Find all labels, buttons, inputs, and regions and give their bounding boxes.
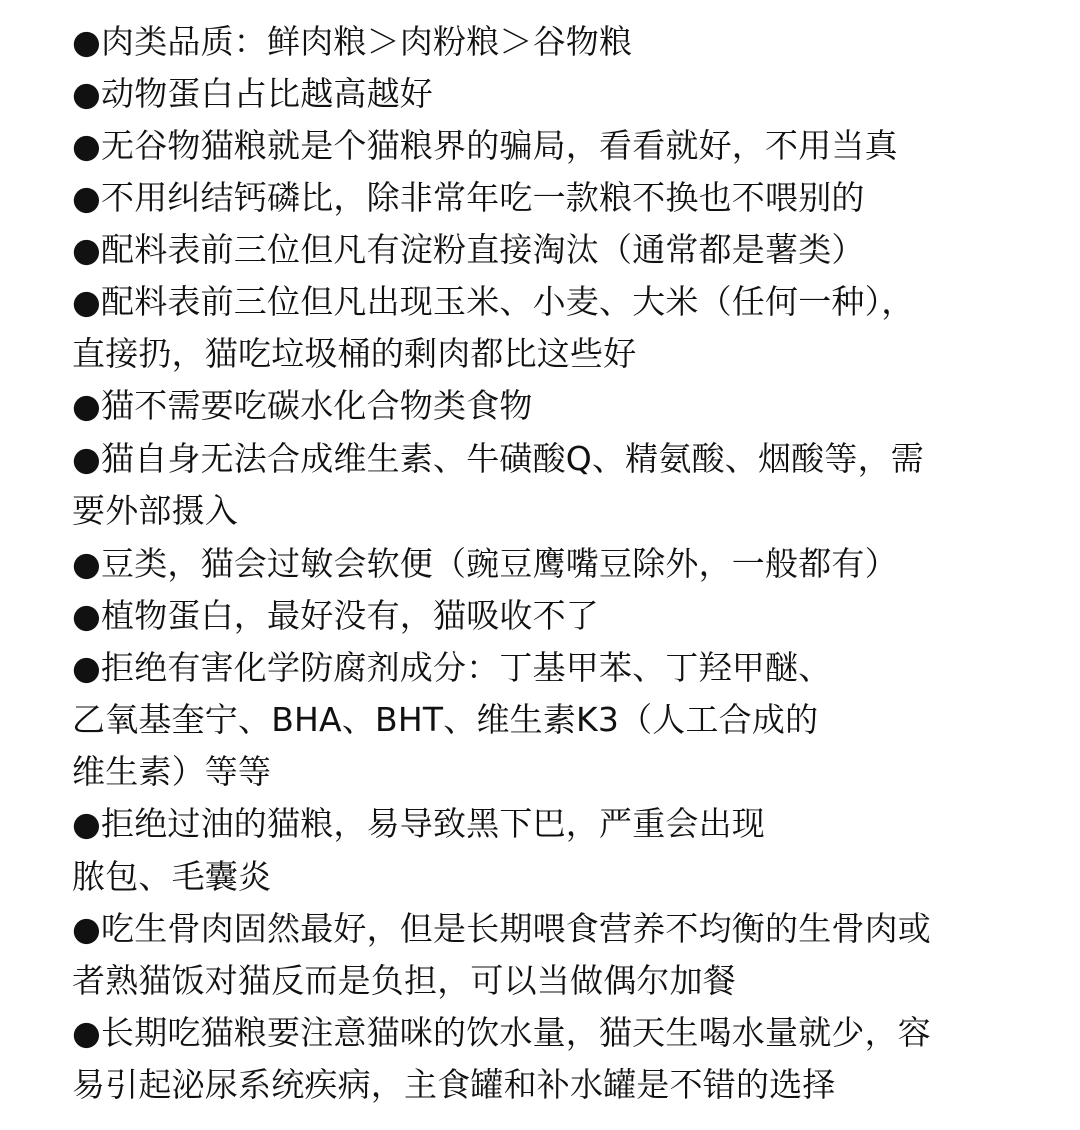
tip-line: ●植物蛋白，最好没有，猫吸收不了 — [72, 596, 599, 635]
tip-line-continued: 维生素）等等 — [72, 752, 272, 791]
tip-line: ●长期吃猫粮要注意猫咪的饮水量，猫天生喝水量就少，容 — [72, 1013, 931, 1052]
tip-line: ●不用纠结钙磷比，除非常年吃一款粮不换也不喂别的 — [72, 178, 865, 217]
tip-line: ●配料表前三位但凡有淀粉直接淘汰（通常都是薯类） — [72, 230, 865, 269]
tip-line: ●吃生骨肉固然最好，但是长期喂食营养不均衡的生骨肉或 — [72, 909, 931, 948]
tip-line: ●拒绝过油的猫粮，易导致黑下巴，严重会出现 — [72, 804, 765, 843]
tip-line-continued: 脓包、毛囊炎 — [72, 857, 272, 896]
tip-line-continued: 易引起泌尿系统疾病，主食罐和补水罐是不错的选择 — [72, 1065, 836, 1104]
tip-line-continued: 直接扔，猫吃垃圾桶的剩肉都比这些好 — [72, 334, 637, 373]
tip-line: ●豆类，猫会过敏会软便（豌豆鹰嘴豆除外，一般都有） — [72, 544, 898, 583]
tip-line-continued: 乙氧基奎宁、BHA、BHT、维生素K3（人工合成的 — [72, 700, 819, 739]
tip-line-continued: 者熟猫饭对猫反而是负担，可以当做偶尔加餐 — [72, 961, 736, 1000]
tip-line: ●动物蛋白占比越高越好 — [72, 74, 433, 113]
tip-line: ●肉类品质：鲜肉粮＞肉粉粮＞谷物粮 — [72, 22, 633, 61]
tip-line: ●猫自身无法合成维生素、牛磺酸Q、精氨酸、烟酸等，需 — [72, 439, 924, 478]
tip-line: ●配料表前三位但凡出现玉米、小麦、大米（任何一种）， — [72, 282, 915, 321]
tip-line: ●拒绝有害化学防腐剂成分：丁基甲苯、丁羟甲醚、 — [72, 648, 832, 687]
tip-line: ●猫不需要吃碳水化合物类食物 — [72, 386, 533, 425]
tip-line: ●无谷物猫粮就是个猫粮界的骗局，看看就好，不用当真 — [72, 126, 898, 165]
tip-line-continued: 要外部摄入 — [72, 491, 238, 530]
